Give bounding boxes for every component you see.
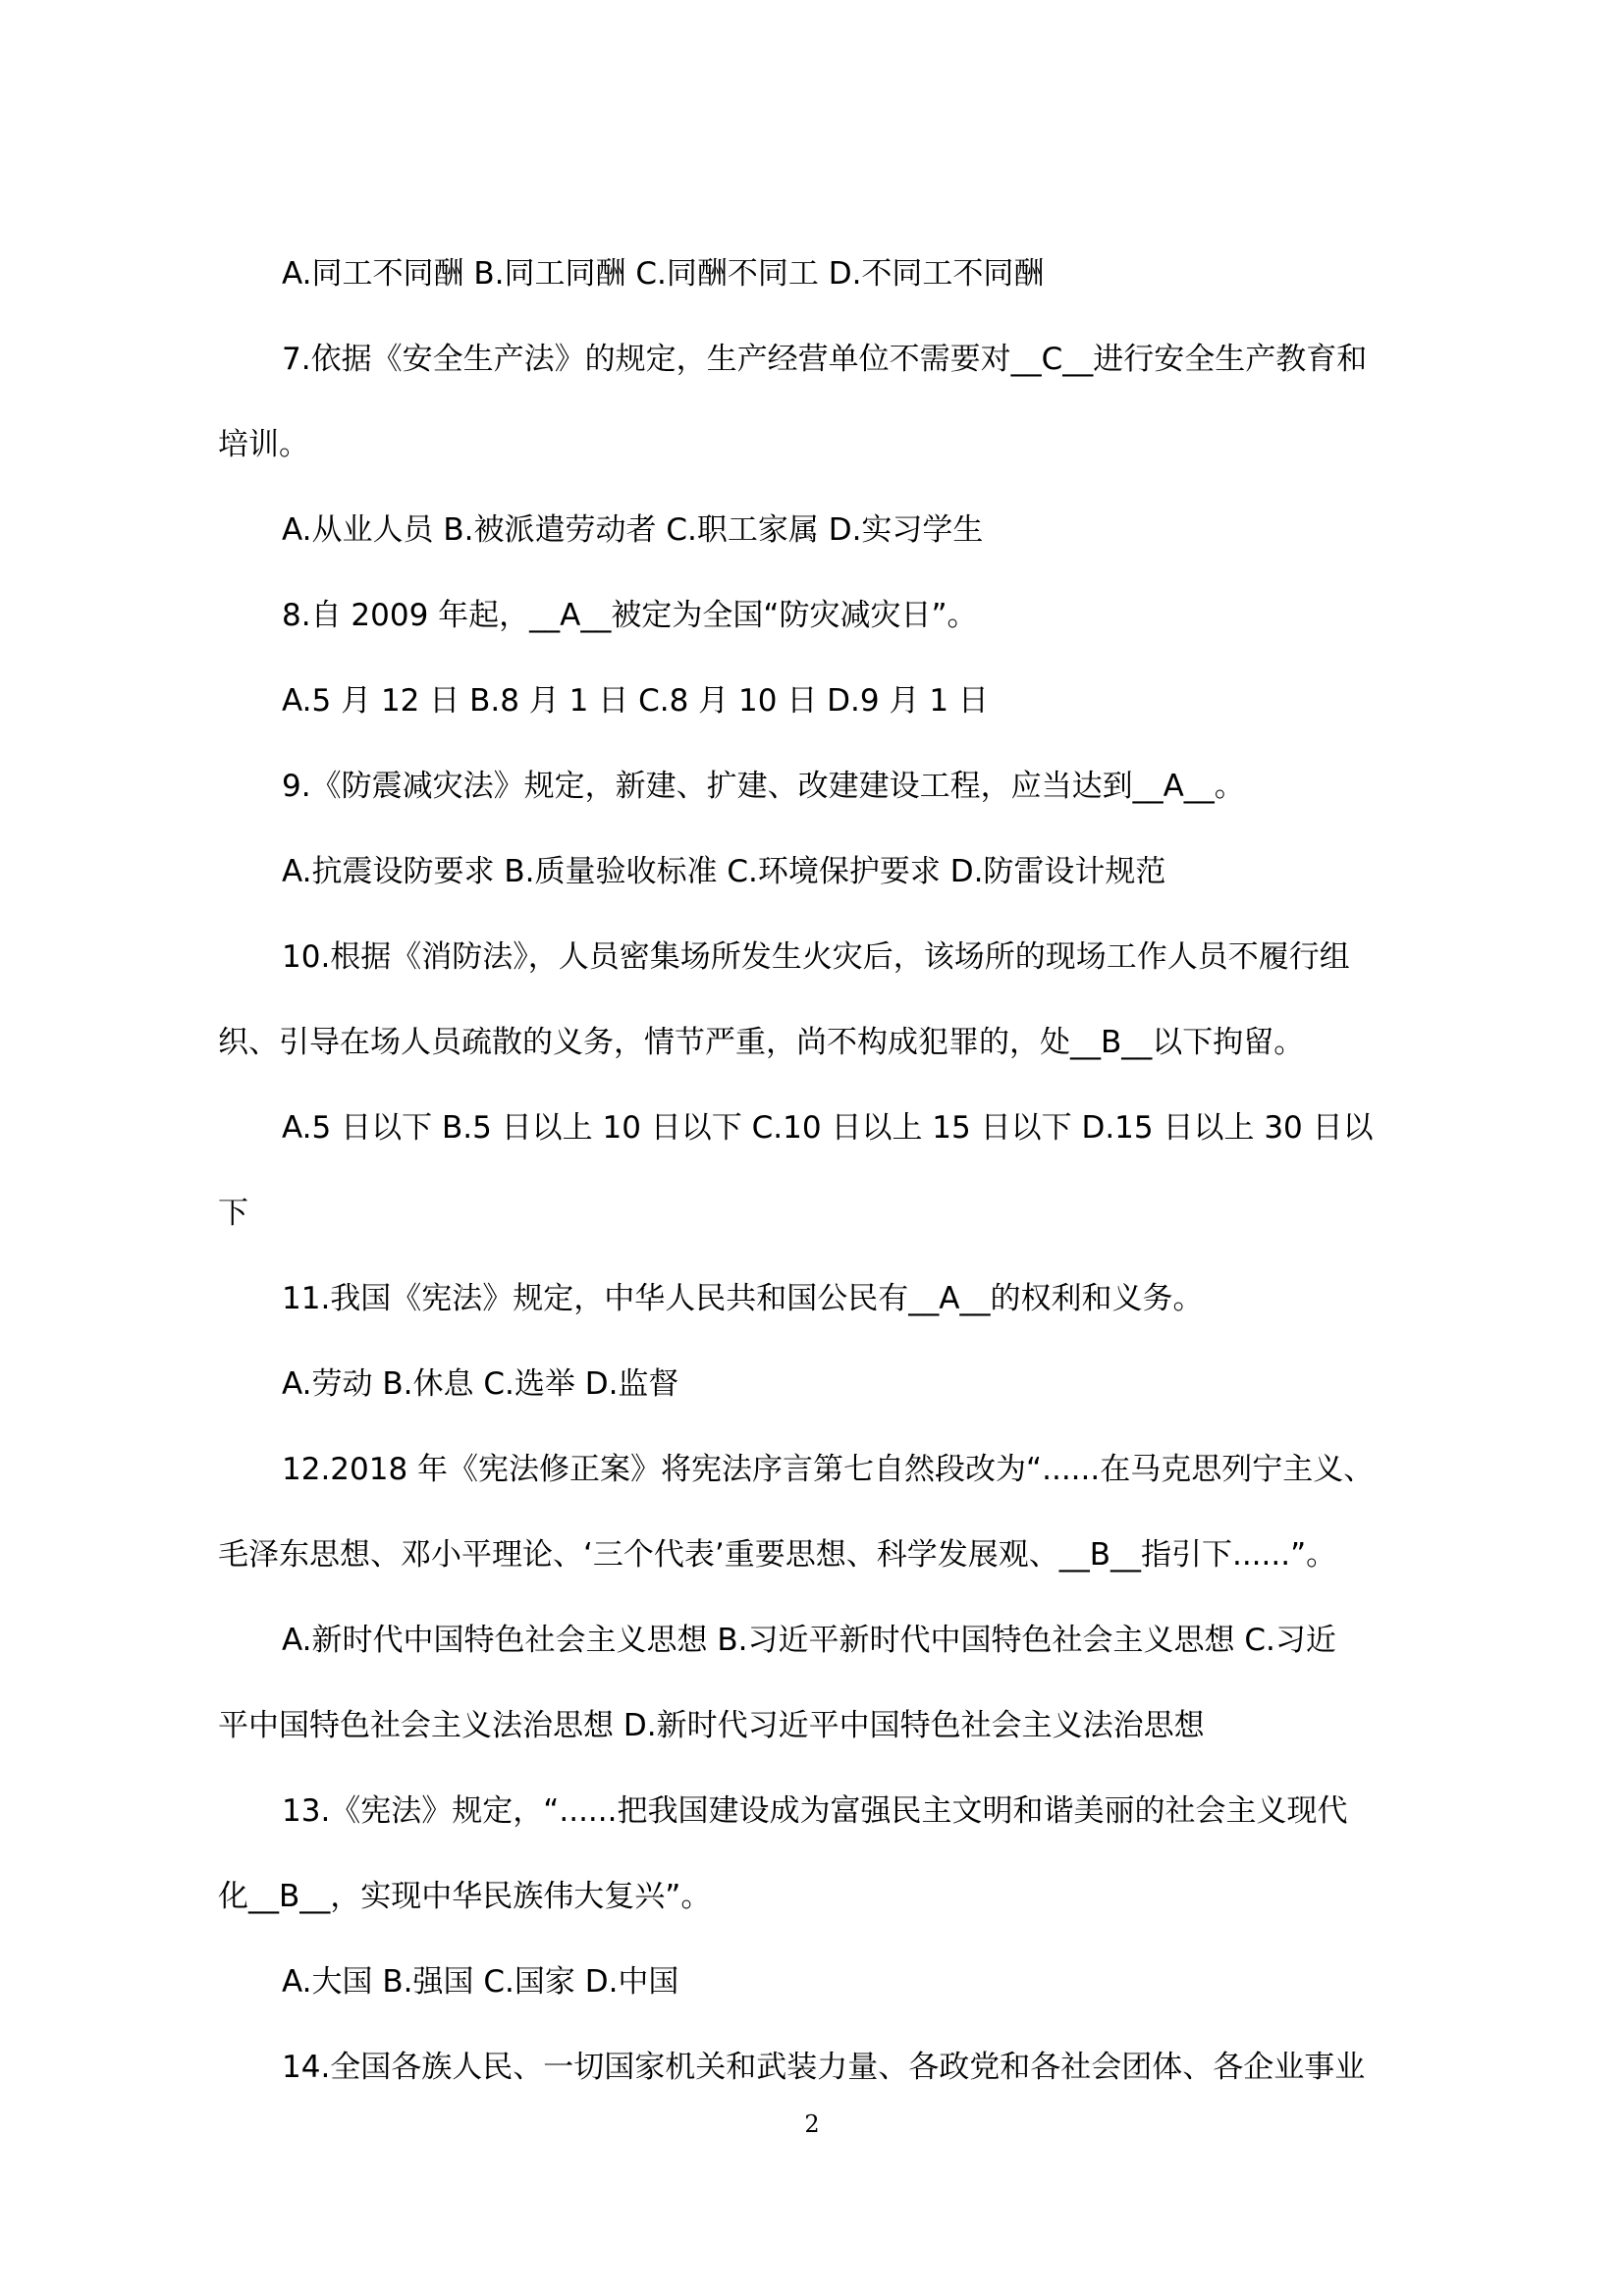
text-line: A.新时代中国特色社会主义思想 B.习近平新时代中国特色社会主义思想 C.习近 (282, 1623, 1336, 1658)
text-line: 7.依据《安全生产法》的规定，生产经营单位不需要对__C__进行安全生产教育和 (282, 342, 1368, 377)
text-line: 11.我国《宪法》规定，中华人民共和国公民有__A__的权利和义务。 (282, 1281, 1204, 1316)
text-line: A.劳动 B.休息 C.选举 D.监督 (282, 1366, 679, 1402)
text-line: A.同工不同酬 B.同工同酬 C.同酬不同工 D.不同工不同酬 (282, 256, 1045, 292)
text-line: 14.全国各族人民、一切国家机关和武装力量、各政党和各社会团体、各企业事业 (282, 2050, 1366, 2085)
page-number: 2 (804, 2110, 820, 2138)
text-line: 培训。 (218, 427, 309, 462)
text-line: 13.《宪法》规定，“......把我国建设成为富强民主文明和谐美丽的社会主义现代 (282, 1793, 1348, 1829)
text-line: A.抗震设防要求 B.质量验收标准 C.环境保护要求 D.防雷设计规范 (282, 854, 1166, 889)
text-line: 化__B__，实现中华民族伟大复兴”。 (218, 1879, 712, 1914)
text-line: 毛泽东思想、邓小平理论、‘三个代表’重要思想、科学发展观、__B__指引下......”。 (218, 1537, 1337, 1573)
text-line: A.大国 B.强国 C.国家 D.中国 (282, 1964, 679, 2000)
text-line: 8.自 2009 年起，__A__被定为全国“防灾减灾日”。 (282, 598, 978, 633)
text-line: 9.《防震减灾法》规定，新建、扩建、改建建设工程，应当达到__A__。 (282, 769, 1245, 804)
text-line: A.5 日以下 B.5 日以上 10 日以下 C.10 日以上 15 日以下 D.15 日以上 30 日以 (282, 1110, 1374, 1146)
text-line: 10.根据《消防法》，人员密集场所发生火灾后，该场所的现场工作人员不履行组 (282, 939, 1350, 975)
text-line: 平中国特色社会主义法治思想 D.新时代习近平中国特色社会主义法治思想 (218, 1708, 1205, 1743)
document-body (218, 232, 1435, 2110)
text-line: 12.2018 年《宪法修正案》将宪法序言第七自然段改为“......在马克思列宁主义、 (282, 1452, 1375, 1487)
text-line: 下 (218, 1196, 248, 1231)
text-line: A.从业人员 B.被派遣劳动者 C.职工家属 D.实习学生 (282, 512, 984, 548)
text-line: 织、引导在场人员疏散的义务，情节严重，尚不构成犯罪的，处__B__以下拘留。 (218, 1025, 1305, 1060)
text-line: A.5 月 12 日 B.8 月 1 日 C.8 月 10 日 D.9 月 1 日 (282, 683, 989, 719)
